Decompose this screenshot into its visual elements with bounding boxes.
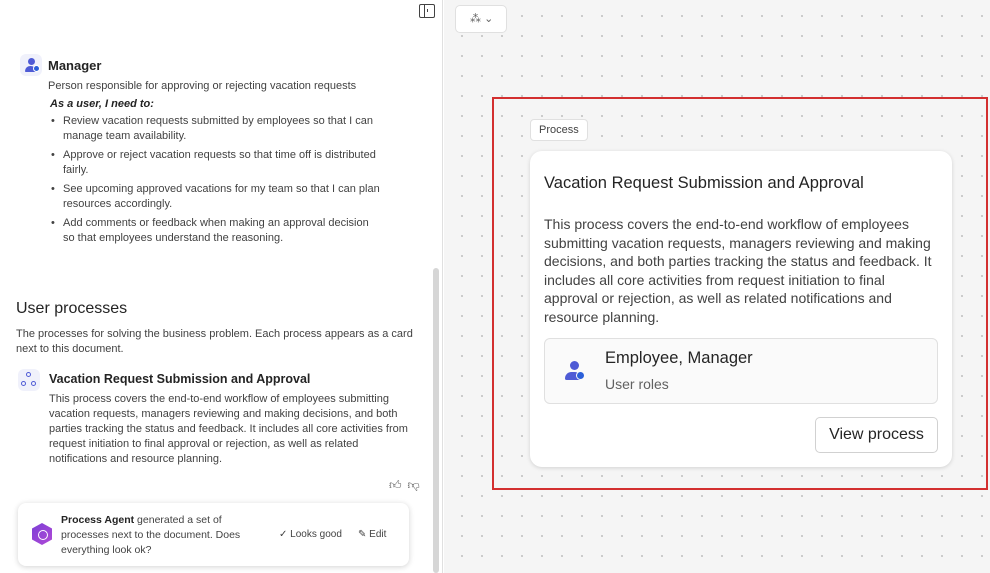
section-description: The processes for solving the business problem. Each process appears as a card next to this document. xyxy=(16,328,413,355)
agent-message-body: generated a set of processes next to the document. Does everything look ok? xyxy=(61,514,241,556)
process-flow-icon: ⁂ xyxy=(470,13,481,25)
needs-list xyxy=(50,114,380,250)
thumbs-up-icon[interactable]: 👍︎ xyxy=(389,478,402,492)
agent-name: Process Agent xyxy=(61,514,135,526)
process-tag: Process xyxy=(530,119,588,141)
list-item: • Approve or reject vacation requests so that time off is distributed fairly. xyxy=(50,148,380,178)
thumbs-down-icon[interactable]: 👎︎ xyxy=(407,478,420,492)
agent-icon xyxy=(32,523,52,545)
person-icon xyxy=(565,361,585,383)
looks-good-label: Looks good xyxy=(290,529,342,540)
canvas-toolbar-button[interactable] xyxy=(455,5,507,33)
checkmark-icon: ✓ xyxy=(279,529,288,540)
card-description: This process covers the end-to-end workflow of employees submitting vacation requests, managers reviewing and making decisions, and both parties tracking the status and feedback. It includes all core activities from request initiation to final approval or rejection, as well as related notifications and resource planning. xyxy=(544,216,932,325)
section-title: User processes xyxy=(16,300,128,317)
document-pane xyxy=(0,0,443,573)
process-canvas[interactable] xyxy=(444,0,990,573)
looks-good-button[interactable] xyxy=(279,529,342,540)
role-title: Manager xyxy=(48,58,102,73)
process-card[interactable] xyxy=(530,151,952,467)
needs-heading: As a user, I need to: xyxy=(50,98,154,110)
view-process-button[interactable]: View process xyxy=(815,417,938,453)
scrollbar[interactable] xyxy=(433,268,439,573)
collapse-pane-icon[interactable] xyxy=(419,4,435,18)
chevron-down-icon: ⌄ xyxy=(484,13,494,25)
list-item: • Review vacation requests submitted by employees so that I can manage team availability. xyxy=(50,114,380,144)
user-roles-names: Employee, Manager xyxy=(605,349,753,367)
user-roles-label: User roles xyxy=(605,376,669,392)
pencil-icon: ✎ xyxy=(358,529,367,540)
edit-button[interactable] xyxy=(358,529,386,540)
role-description: Person responsible for approving or rejecting vacation requests xyxy=(48,80,357,92)
process-flow-icon xyxy=(18,369,40,391)
process-title[interactable]: Vacation Request Submission and Approval xyxy=(49,372,311,386)
agent-message-text xyxy=(61,513,266,558)
process-description: This process covers the end-to-end workflow of employees submitting vacation requests, managers reviewing and making decisions, and both parties tracking the status and feedback. It includes all core activities from request initiation to final approval or rejection, as well as related notifications and resource planning. xyxy=(49,393,408,465)
person-icon xyxy=(20,54,42,76)
agent-message xyxy=(18,503,409,566)
list-item: • Add comments or feedback when making an approval decision so that employees understand the reasoning. xyxy=(50,216,380,246)
user-roles-box xyxy=(544,338,938,404)
feedback-buttons xyxy=(389,478,426,493)
list-item: • See upcoming approved vacations for my team so that I can plan resources accordingly. xyxy=(50,182,380,212)
card-title: Vacation Request Submission and Approval xyxy=(544,174,864,192)
edit-label: Edit xyxy=(369,529,387,540)
